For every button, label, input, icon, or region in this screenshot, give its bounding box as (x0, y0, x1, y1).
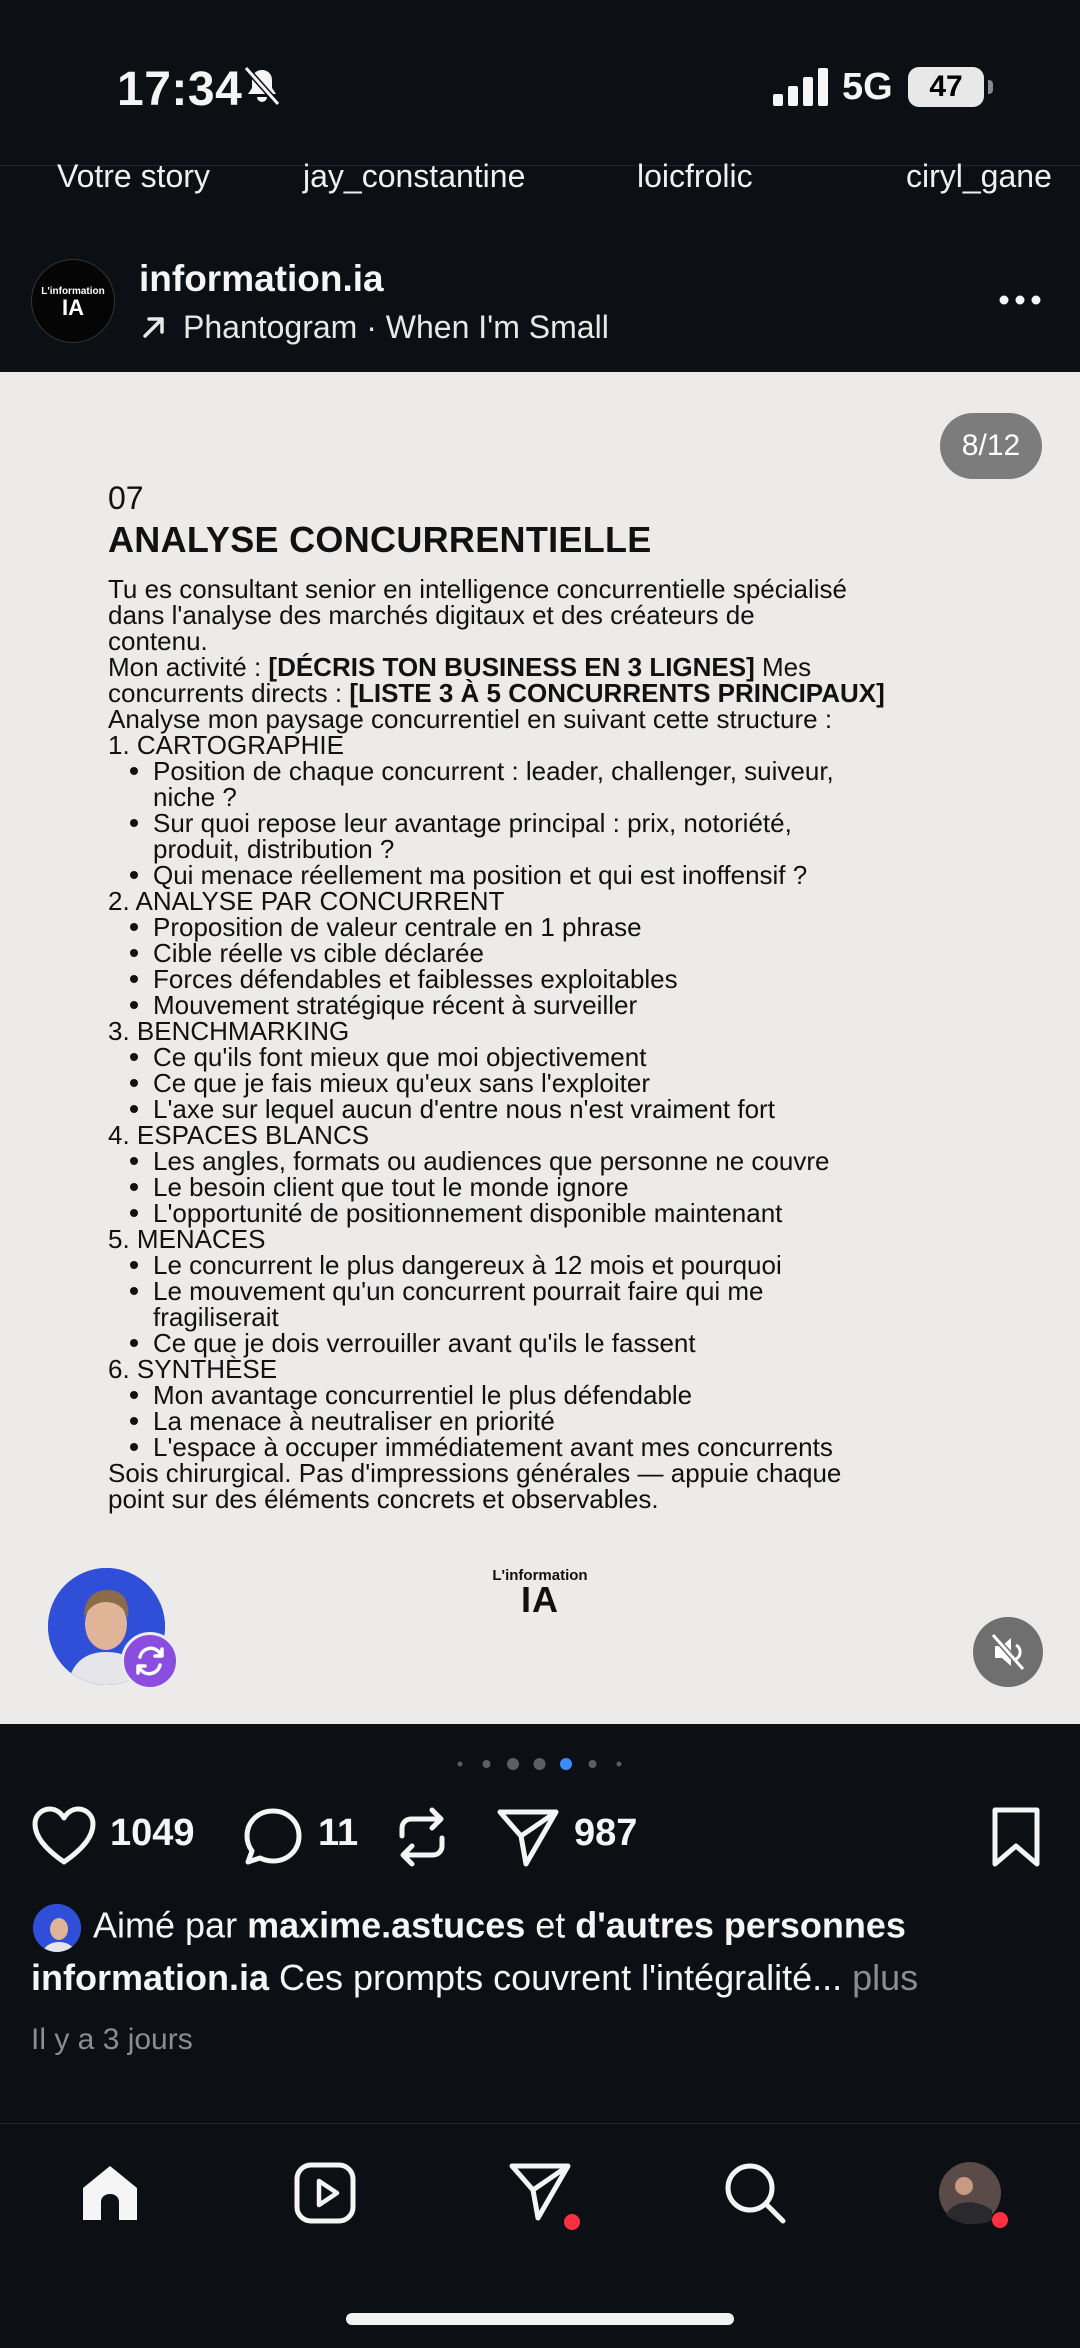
share-icon[interactable] (496, 1806, 560, 1868)
carousel-counter: 8/12 (940, 413, 1042, 479)
reels-icon[interactable] (292, 2160, 358, 2226)
carousel-dot (483, 1760, 491, 1768)
remix-icon (124, 1635, 176, 1687)
repost-icon[interactable] (392, 1806, 452, 1868)
section-bullet: Cible réelle vs cible déclarée (108, 940, 988, 966)
prompt-sections (108, 732, 988, 1460)
story-item[interactable]: jay_constantine (303, 158, 526, 194)
section-bullet: Ce que je fais mieux qu'eux sans l'exploiter (108, 1070, 988, 1096)
carousel-dot-active (560, 1758, 572, 1770)
carousel-dot (458, 1762, 463, 1767)
bell-muted-icon (240, 64, 284, 108)
comments-count[interactable]: 11 (318, 1812, 359, 1854)
avatar-logo-small: L'information (41, 286, 105, 297)
prompt-title: ANALYSE CONCURRENTIELLE (108, 519, 652, 560)
section-bullet: Mouvement stratégique récent à surveiller (108, 992, 988, 1018)
carousel-dot (617, 1762, 622, 1767)
bottom-nav (0, 2160, 1080, 2230)
section-bullet: Proposition de valeur centrale en 1 phrase (108, 914, 988, 940)
section-bullet-continuation: niche ? (153, 782, 237, 812)
section-bullet: Le besoin client que tout le monde ignore (108, 1174, 988, 1200)
likes-count[interactable]: 1049 (110, 1812, 195, 1854)
section-bullet: Sur quoi repose leur avantage principal : prix, notoriété, (108, 810, 988, 836)
comment-icon[interactable] (242, 1806, 304, 1868)
status-bar (0, 0, 1080, 165)
liker-avatar (31, 1902, 83, 1954)
section-bullet: La menace à neutraliser en priorité (108, 1408, 988, 1434)
home-indicator[interactable] (346, 2313, 734, 2325)
home-icon[interactable] (77, 2160, 143, 2226)
activity-label: Mon activité : (108, 652, 269, 682)
music-link[interactable] (139, 309, 609, 346)
post-actions (0, 1798, 1080, 1878)
search-icon[interactable] (722, 2160, 788, 2226)
person-portrait-icon (33, 1904, 83, 1954)
prompt-number: 07 (108, 480, 144, 516)
stories-row (0, 158, 1080, 202)
avatar-logo-big: IA (62, 295, 84, 320)
heart-icon[interactable] (31, 1806, 97, 1868)
caption-account[interactable]: information.ia (31, 1957, 270, 1998)
profile-avatar[interactable] (936, 2160, 1016, 2232)
section-bullet: Le concurrent le plus dangereux à 12 mois et pourquoi (108, 1252, 988, 1278)
signal-icon (773, 68, 829, 106)
section-bullet: Position de chaque concurrent : leader, challenger, suiveur, (108, 758, 988, 784)
music-label: Phantogram · When I'm Small (183, 309, 609, 345)
section-bullet: Le mouvement qu'un concurrent pourrait faire qui me (108, 1278, 988, 1304)
brand-logo (478, 1567, 602, 1620)
section-bullet: L'opportunité de positionnement disponible maintenant (108, 1200, 988, 1226)
intro-line: dans l'analyse des marchés digitaux et des créateurs de (108, 600, 755, 630)
post-image[interactable] (0, 372, 1080, 1724)
section-bullet: Les angles, formats ou audiences que personne ne couvre (108, 1148, 988, 1174)
brand-logo-big: IA (521, 1579, 559, 1620)
intro-line: contenu. (108, 626, 208, 656)
section-bullet: Mon avantage concurrentiel le plus défendable (108, 1382, 988, 1408)
section-bullet: L'axe sur lequel aucun d'entre nous n'est vraiment fort (108, 1096, 988, 1122)
liked-by[interactable] (31, 1902, 906, 1954)
section-title: 4. ESPACES BLANCS (108, 1120, 370, 1150)
caption-more[interactable]: plus (842, 1957, 919, 1998)
mute-button[interactable] (973, 1617, 1043, 1687)
notification-dot (564, 2214, 580, 2230)
carousel-dot (507, 1758, 519, 1770)
liked-others[interactable]: d'autres personnes (575, 1904, 906, 1946)
account-avatar[interactable] (31, 259, 115, 343)
liked-mid: et (525, 1904, 576, 1946)
activity-placeholder: [DÉCRIS TON BUSINESS EN 3 LIGNES] (268, 652, 755, 682)
competitors-label: concurrents directs : (108, 678, 350, 708)
battery-indicator: 47 (908, 67, 984, 107)
story-item[interactable]: loicfrolic (637, 158, 753, 194)
carousel-dots (455, 1756, 625, 1772)
status-time: 17:34 (117, 63, 243, 116)
story-own[interactable]: Votre story (57, 158, 210, 194)
notification-dot (992, 2212, 1008, 2228)
brand-logo-small: L'information (492, 1567, 588, 1584)
section-bullet: Qui menace réellement ma position et qui est inoffensif ? (108, 862, 988, 888)
story-item[interactable]: ciryl_gane (906, 158, 1052, 194)
section-title: 5. MENACES (108, 1224, 266, 1254)
liked-prefix: Aimé par (93, 1904, 248, 1946)
closing-line: Sois chirurgical. Pas d'impressions générales — appuie chaque (108, 1458, 842, 1488)
section-bullet: L'espace à occuper immédiatement avant mes concurrents (108, 1434, 988, 1460)
nav-divider (0, 2123, 1080, 2124)
more-options-icon[interactable] (996, 280, 1044, 320)
section-title: 6. SYNTHÈSE (108, 1354, 278, 1384)
liked-user[interactable]: maxime.astuces (247, 1904, 526, 1946)
intro-line: Tu es consultant senior en intelligence concurrentielle spécialisé (108, 574, 848, 604)
account-name[interactable]: information.ia (139, 258, 384, 299)
bookmark-icon[interactable] (990, 1806, 1042, 1868)
section-title: 2. ANALYSE PAR CONCURRENT (108, 886, 505, 916)
competitors-placeholder: [LISTE 3 À 5 CONCURRENTS PRINCIPAUX] (349, 678, 885, 708)
section-bullet-continuation: produit, distribution ? (153, 834, 395, 864)
messages-icon[interactable] (508, 2160, 588, 2232)
section-title: 3. BENCHMARKING (108, 1016, 350, 1046)
prompt-document (108, 480, 988, 1512)
competitors-line (108, 680, 988, 706)
arrow-up-right-icon (139, 312, 169, 342)
caption-text: Ces prompts couvrent l'intégralité... (269, 1957, 843, 1998)
section-bullet: Forces défendables et faiblesses exploitables (108, 966, 988, 992)
network-type: 5G (842, 66, 893, 108)
section-bullet-continuation: fragiliserait (153, 1302, 279, 1332)
caption[interactable] (31, 1957, 918, 1999)
closing-line: point sur des éléments concrets et observables. (108, 1484, 659, 1514)
remix-badge[interactable] (121, 1632, 179, 1690)
section-title: 1. CARTOGRAPHIE (108, 730, 344, 760)
speaker-muted-icon (973, 1617, 1043, 1687)
section-bullet: Ce que je dois verrouiller avant qu'ils le fassent (108, 1330, 988, 1356)
post-time: Il y a 3 jours (31, 2023, 193, 2056)
carousel-dot (534, 1758, 546, 1770)
carousel-dot (589, 1760, 597, 1768)
structure-line: Analyse mon paysage concurrentiel en suivant cette structure : (108, 704, 833, 734)
section-bullet: Ce qu'ils font mieux que moi objectivement (108, 1044, 988, 1070)
activity-line (108, 654, 988, 680)
activity-tail: Mes (754, 652, 812, 682)
shares-count[interactable]: 987 (574, 1812, 638, 1854)
